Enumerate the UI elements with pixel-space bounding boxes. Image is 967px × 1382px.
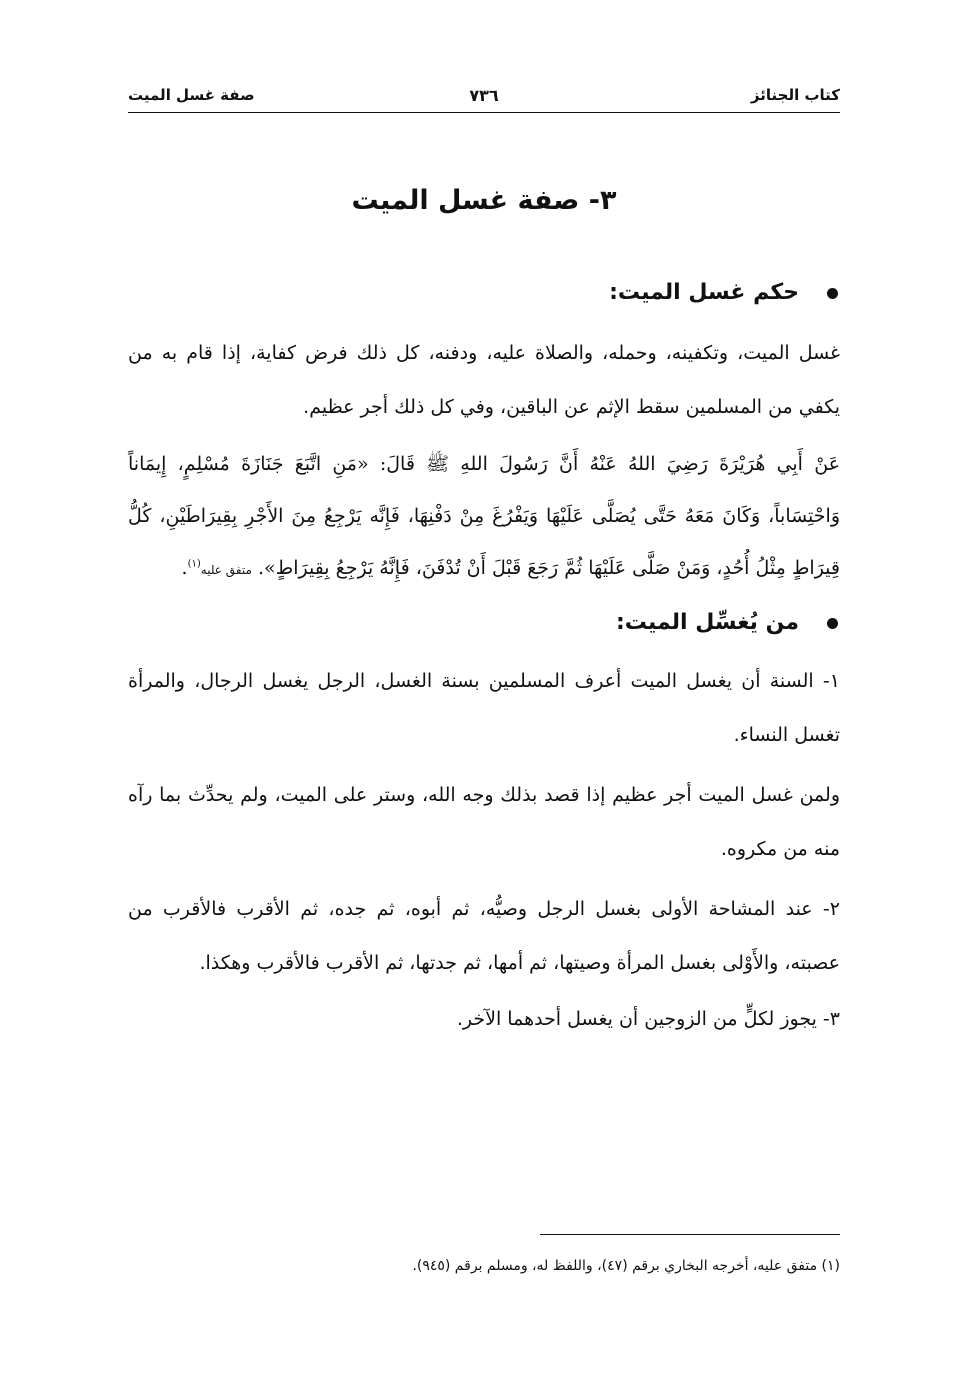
- main-content: [128, 270, 840, 1046]
- section-heading-washer: [128, 600, 840, 646]
- hadith-end-mark: .: [181, 557, 188, 579]
- hadith-source: متفق عليه: [200, 563, 252, 577]
- chapter-title: ٣- صفة غسل الميت: [351, 185, 617, 216]
- footnote: (١) متفق عليه، أخرجه البخاري برقم (٤٧)، واللفظ له، ومسلم برقم (٩٤٥).: [412, 1258, 840, 1274]
- list-item: ٢- عند المشاحة الأولى بغسل الرجل وصيُّه، ثم أبوه، ثم جده، ثم الأقرب فالأقرب من عصبته، والأَوْلى بغسل المرأة وصيتها، ثم أمها، ثم جدتها، ثم الأقرب فالأقرب وهكذا.: [128, 898, 840, 974]
- section-heading-ruling: [128, 270, 840, 316]
- page-number: ٧٣٦: [469, 86, 499, 105]
- hadith-text: عَنْ أَبِي هُرَيْرَةَ رَضِيَ اللهُ عَنْهُ أَنَّ رَسُولَ اللهِ ﷺ قَالَ: «مَنِ اتَّبَعَ جَنَازَةَ مُسْلِمٍ، إِيمَاناً وَاحْتِسَاباً، وَكَانَ مَعَهُ حَتَّى يُصَلَّى عَلَيْهَا وَيَفْرُغَ مِنْ دَفْنِهَا، فَإِنَّه يَرْجِعُ مِنَ الأَجْرِ بِقِيرَاطَيْنِ، كُلُّ قِيرَاطٍ مِثْلُ أُحُدٍ، وَمَنْ صَلَّى عَلَيْهَا ثُمَّ رَجَعَ قَبْلَ أَنْ تُدْفَنَ، فَإِنَّهُ يَرْجِعُ بِقِيرَاطٍ».: [128, 453, 840, 579]
- footnote-divider: [540, 1234, 840, 1235]
- list-item-note: ولمن غسل الميت أجر عظيم إذا قصد بذلك وجه الله، وستر على الميت، ولم يحدِّث بما رآه منه من مكروه.: [128, 784, 840, 860]
- ruling-paragraph: غسل الميت، وتكفينه، وحمله، والصلاة عليه، ودفنه، كل ذلك فرض كفاية، إذا قام به من يكفي من المسلمين سقط الإثم عن الباقين، وفي كل ذلك أجر عظيم.: [128, 342, 840, 418]
- section-heading-text: حكم غسل الميت:: [609, 280, 799, 305]
- header-chapter-title: صفة غسل الميت: [128, 86, 255, 104]
- bullet-icon: [827, 288, 838, 299]
- header-book-title: كتاب الجنائز: [750, 86, 840, 104]
- hadith-paragraph: [128, 438, 840, 596]
- list-item: ٣- يجوز لكلٍّ من الزوجين أن يغسل أحدهما الآخر.: [456, 1008, 840, 1030]
- footnote-reference: (١): [187, 558, 201, 570]
- running-header: [128, 84, 840, 112]
- header-divider: [128, 112, 840, 113]
- list-item: ١- السنة أن يغسل الميت أعرف المسلمين بسنة الغسل، الرجل يغسل الرجال، والمرأة تغسل النساء.: [128, 670, 840, 746]
- section-heading-text: من يُغسِّل الميت:: [615, 610, 799, 635]
- bullet-icon: [827, 618, 838, 629]
